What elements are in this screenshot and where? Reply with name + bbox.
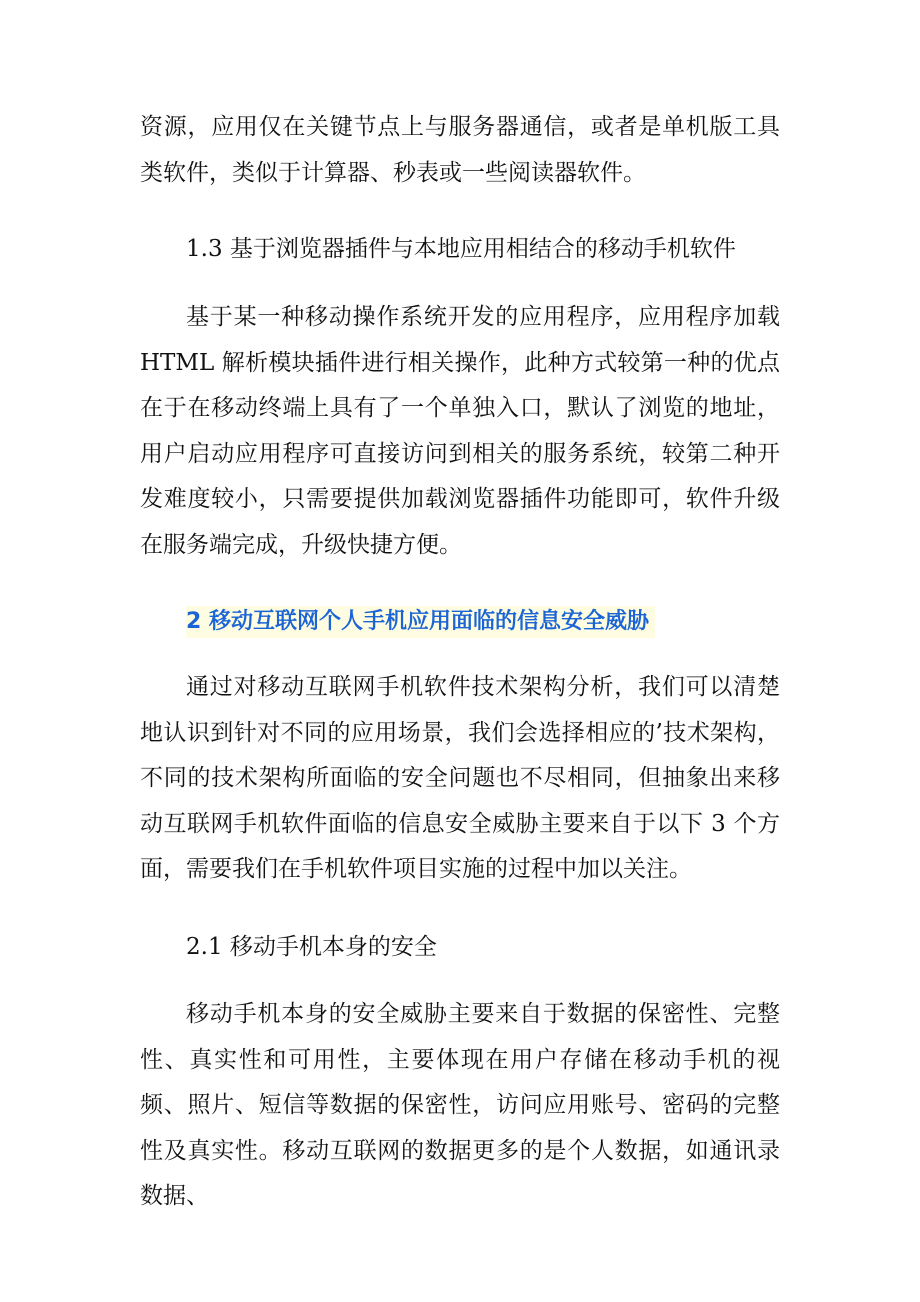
section-heading-1-3: 1.3 基于浏览器插件与本地应用相结合的移动手机软件 (186, 236, 736, 262)
section-heading-2: 2 移动互联网个人手机应用面临的信息安全威胁 (186, 606, 655, 638)
section-heading-2-1: 2.1 移动手机本身的安全 (186, 934, 437, 960)
paragraph-2: 通过对移动互联网手机软件技术架构分析，我们可以清楚地认识到针对不同的应用场景，我们会选择相应的’技术架构，不同的技术架构所面临的安全问题也不尽相同，但抽象出来移动互联网手机软件面临的信息安全威胁主要来自于以下 3 个方面，需要我们在手机软件项目实施的过程中加以关注。 (140, 674, 780, 882)
paragraph-continued: 资源，应用仅在关键节点上与服务器通信，或者是单机版工具类软件，类似于计算器、秒表或一些阅读器软件。 (140, 114, 780, 186)
paragraph-1-3: 基于某一种移动操作系统开发的应用程序，应用程序加载 HTML 解析模块插件进行相关操作，此种方式较第一种的优点在于在移动终端上具有了一个单独入口，默认了浏览的地址，用户启动应用程序可直接访问到相关的服务系统，较第二种开发难度较小，只需要提供加载浏览器插件功能即可，软件升级在服务端完成，升级快捷方便。 (140, 304, 780, 558)
paragraph-2-1: 移动手机本身的安全威胁主要来自于数据的保密性、完整性、真实性和可用性，主要体现在用户存储在移动手机的视频、照片、短信等数据的保密性，访问应用账号、密码的完整性及真实性。移动互联网的数据更多的是个人数据，如通讯录数据、 (140, 1001, 780, 1209)
